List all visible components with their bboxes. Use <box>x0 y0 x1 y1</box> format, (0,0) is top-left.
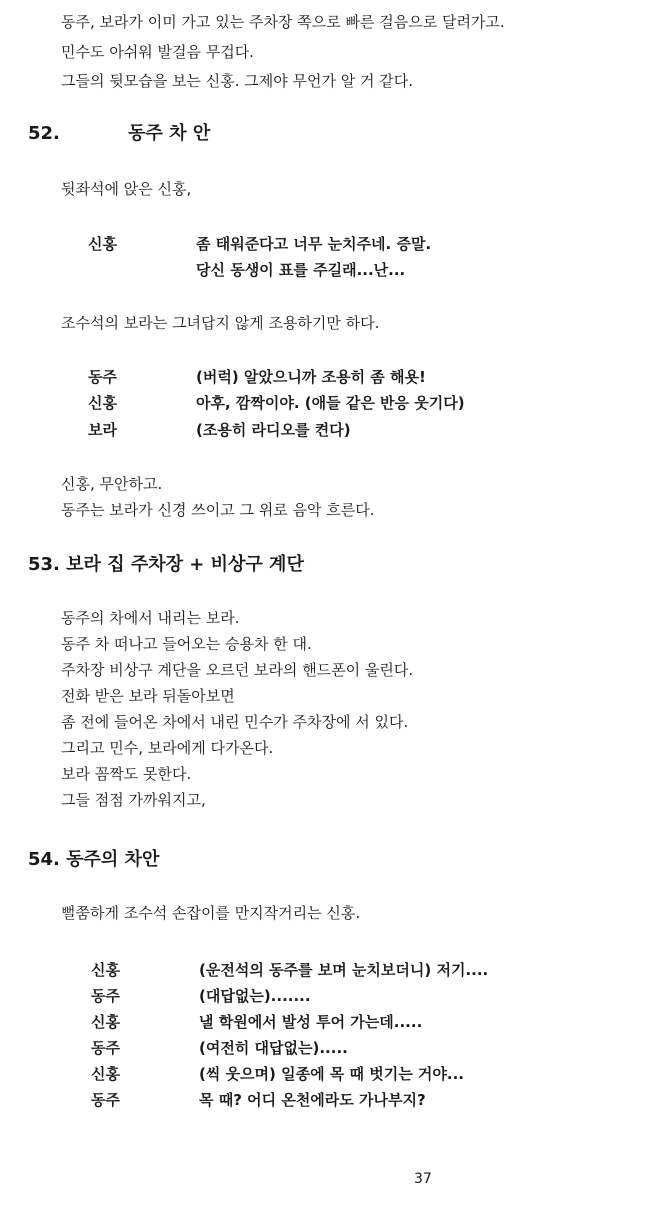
dialogue-line <box>88 234 608 254</box>
speaker: 신홍 <box>88 235 117 253</box>
speaker: 동주 <box>91 987 120 1005</box>
dialogue-line <box>91 986 611 1006</box>
action-line: 그들 점점 가까워지고, <box>61 791 206 809</box>
dialogue-text: (운전석의 동주를 보며 눈치보더니) 저기.... <box>199 961 489 979</box>
action-line: 그들의 뒷모습을 보는 신홍. 그제야 무언가 알 거 같다. <box>61 72 413 90</box>
dialogue-text: 목 때? 어디 온천에라도 가나부지? <box>199 1091 426 1109</box>
dialogue-text: (조용히 라디오를 켠다) <box>196 421 351 439</box>
dialogue-line <box>91 1090 611 1110</box>
action-line: 동주의 차에서 내리는 보라. <box>61 609 240 627</box>
action-line: 좀 전에 들어온 차에서 내린 민수가 주차장에 서 있다. <box>61 713 409 731</box>
speaker: 신홍 <box>91 961 120 979</box>
dialogue-line <box>91 1012 611 1032</box>
dialogue-line <box>88 393 608 413</box>
dialogue-line <box>91 1038 611 1058</box>
scene-heading: 53. 보라 집 주차장 + 비상구 계단 <box>28 554 304 575</box>
action-line: 뻘쭘하게 조수석 손잡이를 만지작거리는 신홍. <box>61 904 361 922</box>
dialogue-line <box>88 367 608 387</box>
speaker: 동주 <box>91 1039 120 1057</box>
action-line: 민수도 아쉬워 발걸음 무겁다. <box>61 43 254 61</box>
action-line: 그리고 민수, 보라에게 다가온다. <box>61 739 274 757</box>
action-line: 보라 꼼짝도 못한다. <box>61 765 192 783</box>
scene-title: 동주 차 안 <box>128 123 211 144</box>
action-line: 신홍, 무안하고. <box>61 475 163 493</box>
speaker: 신홍 <box>91 1065 120 1083</box>
speaker: 신홍 <box>88 394 117 412</box>
dialogue-text: (버럭) 알았으니까 조용히 좀 해욧! <box>196 368 426 386</box>
dialogue-text: 좀 태워준다고 너무 눈치주네. 증말. <box>196 235 432 253</box>
dialogue-text: (대답없는)....... <box>199 987 311 1005</box>
action-line: 동주는 보라가 신경 쓰이고 그 위로 음악 흐른다. <box>61 501 375 519</box>
speaker: 보라 <box>88 421 117 439</box>
action-line: 동주, 보라가 이미 가고 있는 주차장 쪽으로 빠른 걸음으로 달려가고. <box>61 13 505 31</box>
dialogue-text: 아후, 깜짝이야. (애들 같은 반응 웃기다) <box>196 394 465 412</box>
dialogue-text: (여전히 대답없는)..... <box>199 1039 348 1057</box>
scene-heading: 54. 동주의 차안 <box>28 849 160 870</box>
speaker: 신홍 <box>91 1013 120 1031</box>
page-number: 37 <box>414 1171 432 1187</box>
scene-heading <box>28 122 210 146</box>
action-line: 동주 차 떠나고 들어오는 승용차 한 대. <box>61 635 312 653</box>
dialogue-line <box>91 960 611 980</box>
speaker: 동주 <box>91 1091 120 1109</box>
dialogue-line <box>88 260 608 280</box>
scene-number: 52. <box>28 123 60 144</box>
action-line: 뒷좌석에 앉은 신홍, <box>61 180 192 198</box>
dialogue-text: (씩 웃으며) 일종에 목 때 벗기는 거야... <box>199 1065 465 1083</box>
speaker: 동주 <box>88 368 117 386</box>
dialogue-text: 낼 학원에서 발성 투어 가는데..... <box>199 1013 423 1031</box>
action-line: 주차장 비상구 계단을 오르던 보라의 핸드폰이 울린다. <box>61 661 414 679</box>
dialogue-line <box>88 420 608 440</box>
dialogue-text: 당신 동생이 표를 주길래...난... <box>196 261 406 279</box>
action-line: 전화 받은 보라 뒤돌아보면 <box>61 687 235 705</box>
dialogue-line <box>91 1064 611 1084</box>
action-line: 조수석의 보라는 그녀답지 않게 조용하기만 하다. <box>61 314 380 332</box>
